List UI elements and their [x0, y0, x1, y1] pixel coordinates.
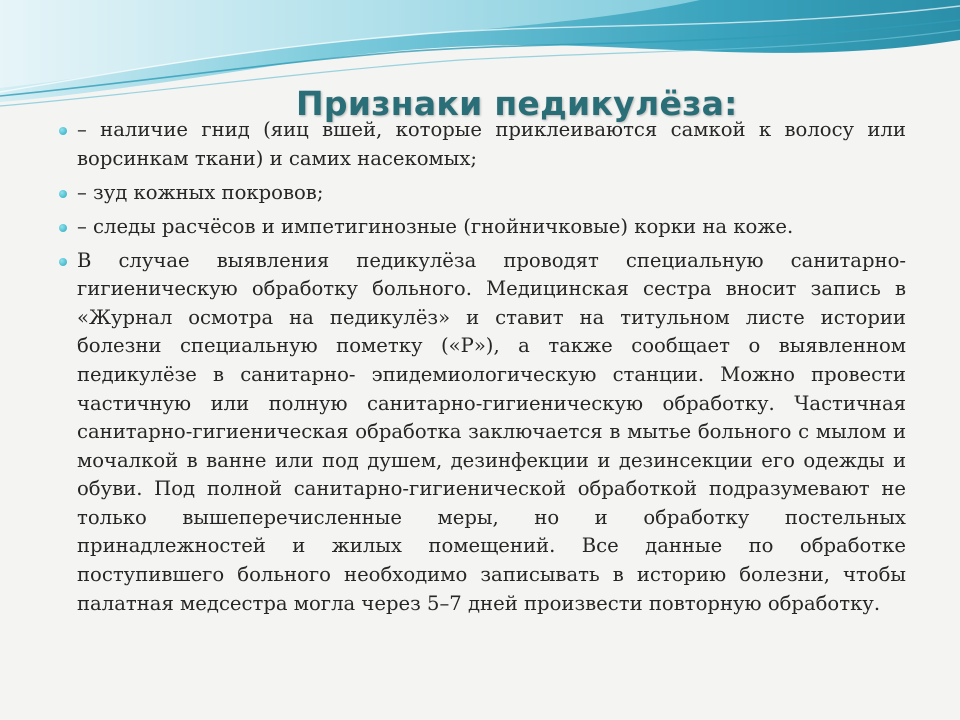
- bullet-treatment-paragraph: В случае выявления педикулёза проводят специальную санитарно-гигиеническую обработку больного. Медицинская сестра вносит запись в «Журнал осмотра на педикулёз» и ставит на титульном листе истории болезни специальную пометку («Р»), а также сообщает о выявленном педикулёзе в санитарно- эпидемиологическую станции. Можно провести частичную или полную санитарно-гигиеническую обработку. Частичная санитарно-гигиеническая обработка заключается в мытье больного с мылом и мочалкой в ванне или под душем, дезинфекции и дезинсекции его одежды и обуви. Под полной санитарно-гигиенической обработкой подразумевают не только вышеперечисленные меры, но и обработку постельных принадлежностей и жилых помещений. Все данные по обработке поступившего больного необходимо записывать в историю болезни, чтобы палатная медсестра могла через 5–7 дней произвести повторную обработку.: [56, 247, 906, 619]
- bullet-nits: – наличие гнид (яиц вшей, которые приклеиваются самкой к волосу или ворсинкам ткани) и самих насекомых;: [56, 116, 906, 173]
- bullet-list: [56, 116, 906, 624]
- bullet-scratches: – следы расчёсов и импетигинозные (гнойничковые) корки на коже.: [56, 213, 906, 242]
- bullet-itching: – зуд кожных покровов;: [56, 179, 906, 208]
- slide-title: Признаки педикулёза:: [296, 84, 738, 123]
